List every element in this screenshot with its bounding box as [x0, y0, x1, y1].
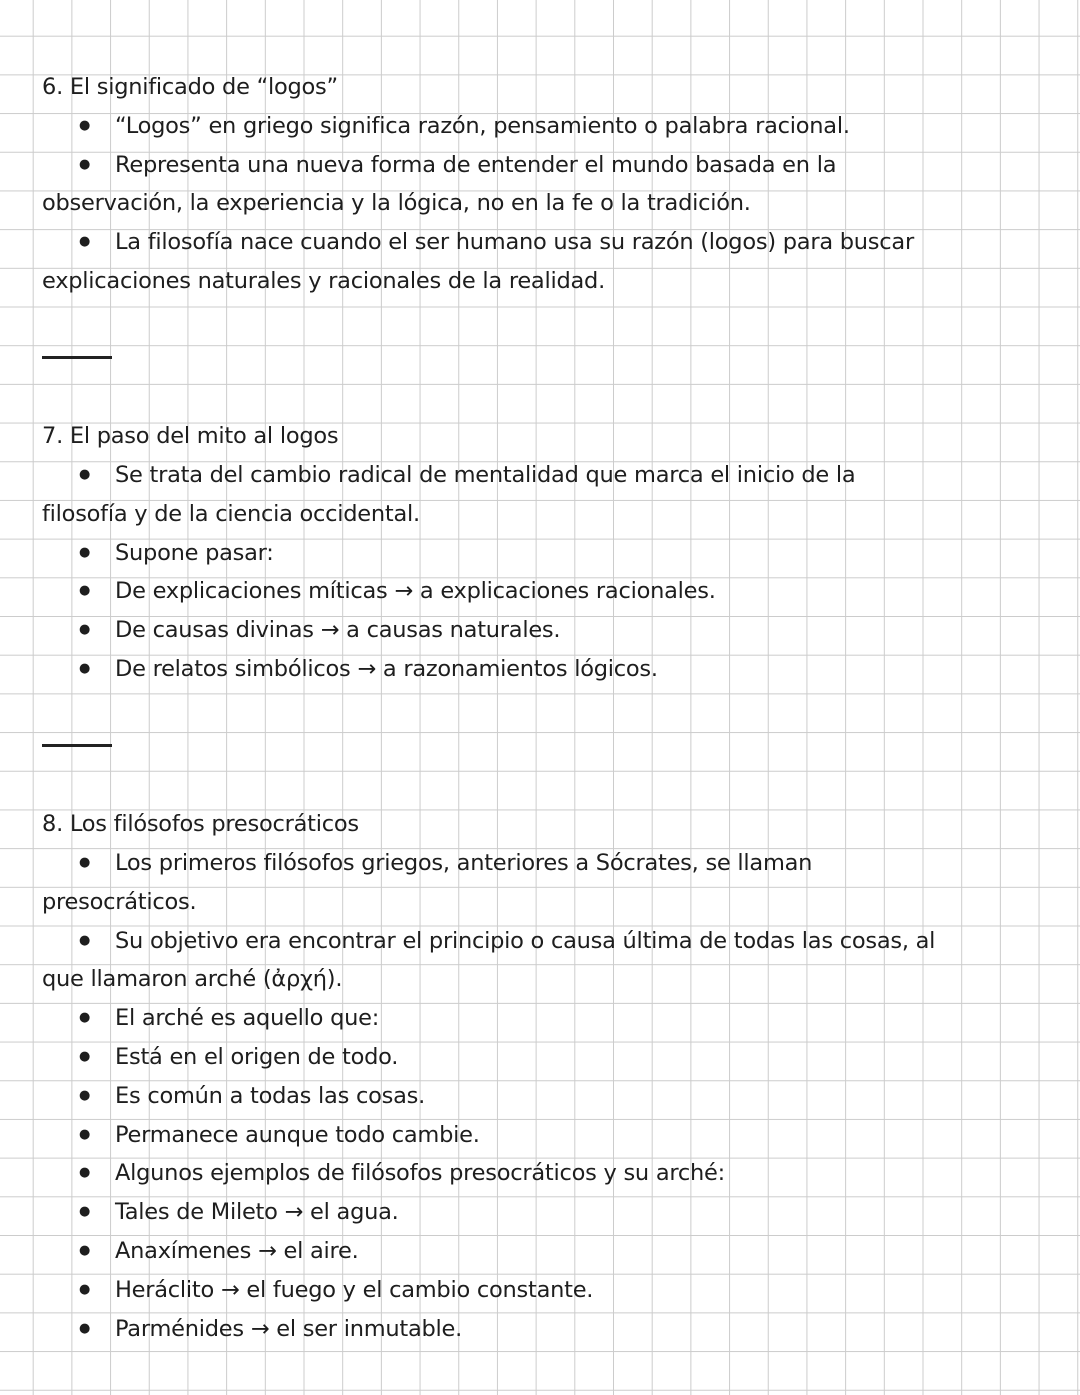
- blank-line: [42, 766, 1080, 805]
- bullet-icon: ●: [79, 854, 91, 870]
- bullet-icon: ●: [79, 544, 91, 560]
- line-text: El arché es aquello que:: [115, 1005, 380, 1032]
- line-text: Anaxímenes → el aire.: [115, 1237, 359, 1264]
- line-text: Algunos ejemplos de filósofos presocráticos y su arché:: [115, 1160, 725, 1187]
- line-text: Su objetivo era encontrar el principio o causa última de todas las cosas, al: [115, 927, 936, 954]
- bullet-item: [42, 1038, 1080, 1077]
- line-text: Parménides → el ser inmutable.: [115, 1315, 463, 1342]
- line-text: Está en el origen de todo.: [115, 1043, 399, 1070]
- bullet-icon: ●: [79, 156, 91, 172]
- line-text: Permanece aunque todo cambie.: [115, 1121, 480, 1148]
- heading-text: 8. Los filósofos presocráticos: [42, 811, 359, 838]
- continuation-line: [42, 184, 1080, 223]
- line-text: Los primeros filósofos griegos, anteriores a Sócrates, se llaman: [115, 849, 813, 876]
- line-text: De explicaciones míticas → a explicaciones racionales.: [115, 578, 716, 605]
- line-text: La filosofía nace cuando el ser humano usa su razón (logos) para buscar: [115, 229, 914, 256]
- bullet-icon: ●: [79, 583, 91, 599]
- blank-line: [42, 689, 1080, 728]
- bullet-item: [42, 844, 1080, 883]
- bullet-icon: ●: [79, 622, 91, 638]
- section-heading: [42, 805, 1080, 844]
- bullet-icon: ●: [79, 932, 91, 948]
- continuation-line: [42, 262, 1080, 301]
- line-text: que llamaron arché (ἀρχή).: [42, 966, 343, 993]
- bullet-item: [42, 611, 1080, 650]
- line-text: “Logos” en griego significa razón, pensamiento o palabra racional.: [115, 112, 850, 139]
- section-divider: [42, 728, 1080, 767]
- line-text: filosofía y de la ciencia occidental.: [42, 500, 420, 527]
- line-text: presocráticos.: [42, 888, 197, 915]
- bullet-icon: ●: [79, 1048, 91, 1064]
- divider-line: [42, 356, 112, 359]
- continuation-line: [42, 960, 1080, 999]
- line-text: Supone pasar:: [115, 539, 274, 566]
- bullet-icon: ●: [79, 660, 91, 676]
- divider-line: [42, 744, 112, 747]
- continuation-line: [42, 883, 1080, 922]
- bullet-icon: ●: [79, 1010, 91, 1026]
- bullet-item: [42, 107, 1080, 146]
- heading-text: 6. El significado de “logos”: [42, 74, 338, 100]
- bullet-item: [42, 1193, 1080, 1232]
- bullet-item: [42, 1310, 1080, 1349]
- blank-line: [42, 378, 1080, 417]
- line-text: Heráclito → el fuego y el cambio constante.: [115, 1276, 594, 1303]
- heading-text: 7. El paso del mito al logos: [42, 423, 339, 450]
- line-text: Representa una nueva forma de entender el mundo basada en la: [115, 151, 837, 178]
- section-heading: [42, 417, 1080, 456]
- line-text: De relatos simbólicos → a razonamientos lógicos.: [115, 655, 658, 682]
- bullet-icon: ●: [79, 1242, 91, 1258]
- bullet-item: [42, 456, 1080, 495]
- bullet-item: [42, 146, 1080, 185]
- bullet-item: [42, 1232, 1080, 1271]
- blank-line: [42, 301, 1080, 340]
- bullet-icon: ●: [79, 466, 91, 482]
- bullet-icon: ●: [79, 234, 91, 250]
- bullet-icon: ●: [79, 1320, 91, 1336]
- bullet-icon: ●: [79, 1204, 91, 1220]
- bullet-item: [42, 1077, 1080, 1116]
- line-text: observación, la experiencia y la lógica, no en la fe o la tradición.: [42, 190, 751, 217]
- continuation-line: [42, 495, 1080, 534]
- bullet-icon: ●: [79, 117, 91, 133]
- line-text: Es común a todas las cosas.: [115, 1082, 425, 1109]
- bullet-icon: ●: [79, 1126, 91, 1142]
- notes-page: [0, 68, 1080, 1348]
- line-text: Se trata del cambio radical de mentalidad que marca el inicio de la: [115, 461, 856, 488]
- bullet-item: [42, 999, 1080, 1038]
- line-text: explicaciones naturales y racionales de la realidad.: [42, 267, 605, 294]
- bullet-item: [42, 1271, 1080, 1310]
- line-text: De causas divinas → a causas naturales.: [115, 617, 561, 644]
- section-heading: [42, 68, 1080, 107]
- bullet-item: [42, 650, 1080, 689]
- bullet-item: [42, 572, 1080, 611]
- bullet-item: [42, 1154, 1080, 1193]
- bullet-icon: ●: [79, 1087, 91, 1103]
- line-text: Tales de Mileto → el agua.: [115, 1199, 399, 1226]
- bullet-item: [42, 1116, 1080, 1155]
- bullet-item: [42, 922, 1080, 961]
- bullet-item: [42, 534, 1080, 573]
- section-divider: [42, 340, 1080, 379]
- bullet-icon: ●: [79, 1281, 91, 1297]
- bullet-icon: ●: [79, 1165, 91, 1181]
- bullet-item: [42, 223, 1080, 262]
